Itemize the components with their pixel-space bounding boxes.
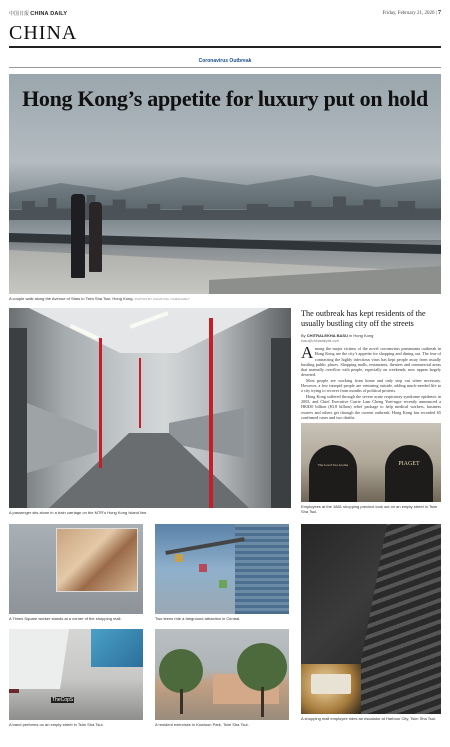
ride-seat xyxy=(175,554,183,562)
times-square-photo xyxy=(9,524,143,614)
park-tree-trunk xyxy=(180,689,183,714)
article-body xyxy=(301,343,441,420)
train-ceiling xyxy=(29,308,269,353)
park-photo xyxy=(155,629,289,720)
billboard xyxy=(56,528,138,592)
times-caption: A Times Square worker stands at a corner of the shopping mall. xyxy=(9,616,122,621)
mall-storefront xyxy=(385,445,433,502)
article-headline: The outbreak has kept residents of the usually bustling city off the streets xyxy=(301,309,426,328)
byline-email: basu@chinadailyhk.com xyxy=(301,339,339,343)
ride-frame xyxy=(165,537,244,555)
kicker-rule xyxy=(9,67,441,68)
train-seats-left xyxy=(27,403,97,473)
hero-person-man xyxy=(71,194,85,278)
train-pole xyxy=(209,318,213,508)
fairground-photo xyxy=(155,524,289,614)
train-caption: A passenger sits alone in a train carriage on the MTR’s Hong Kong Island line. xyxy=(9,510,148,515)
mall-employee xyxy=(301,524,310,558)
masthead-right: Friday, February 21, 2020 | 7 xyxy=(382,10,441,16)
byline-prefix: By xyxy=(301,333,306,338)
mall-sign: The Good Tea Aroma xyxy=(317,463,349,467)
train-pole xyxy=(139,358,141,428)
section-title: CHINA xyxy=(9,22,78,44)
byline-author: CHITRALEKHA BASU xyxy=(306,333,348,338)
ride-caption: Two teens ride a fairground attraction in Central. xyxy=(155,616,241,621)
article-paragraph: Most people are working from home and only step out when necessary. However, a few intrepid people are venturing outside, adding much-needed life to a city trying to recover from months of political protests. xyxy=(301,377,441,394)
hero-caption-text: A couple walk along the Avenue of Stars in Tsim Sha Tsui, Hong Kong. xyxy=(9,296,134,301)
park-resident xyxy=(155,629,160,647)
band-screen xyxy=(91,629,143,667)
times-worker xyxy=(9,524,17,552)
kicker: Coronavirus Outbreak xyxy=(198,58,252,64)
byline xyxy=(301,333,441,344)
headline: Hong Kong’s appetite for luxury put on hold xyxy=(22,86,428,111)
article-paragraph: Among the major victims of the novel coronavirus pneumonia outbreak in Hong Kong are the city’s appetite for shopping and dining out. The fear of contracting the highly infectious virus has kept people away from usually bustling public places. Shopping malls, restaurants, theaters and commercial areas that normally overflow with people, especially on weekends, now appear largely deserted. xyxy=(301,343,441,378)
ride-seat xyxy=(219,580,227,588)
hero-photo xyxy=(9,74,441,294)
mall-caption: Employees at the 1881 shopping precinct look out on an empty street in Tsim Sha Tsui. xyxy=(301,504,438,514)
escalator-steps xyxy=(351,524,441,714)
hero-caption xyxy=(9,296,441,302)
train-door-left xyxy=(9,328,27,508)
mall-sign: PIAGET xyxy=(398,461,420,467)
escalator-caption: A shopping mall employee rides an escalator at Harbour City, Tsim Sha Tsui. xyxy=(301,716,436,721)
mall-storefront xyxy=(309,445,357,502)
masthead-left xyxy=(9,10,67,17)
park-caption: A resident exercises in Kowloon Park, Tsim Sha Tsui. xyxy=(155,722,249,727)
hero-person-woman xyxy=(89,202,102,272)
train-pole xyxy=(99,338,102,468)
escalator-photo xyxy=(301,524,441,714)
masthead-title: CHINA DAILY xyxy=(30,11,68,17)
photo-credit: PHOTOS BY CALVIN NG / CHINA DAILY xyxy=(134,297,190,301)
park-tree xyxy=(237,643,287,691)
drop-cap: A xyxy=(301,343,314,362)
park-tree xyxy=(159,649,203,693)
article-paragraph: Hong Kong suffered through the severe acute respiratory syndrome epidemic in 2003, and Chief Executive Carrie Lam Cheng Yuet-ngor recently announced a HK$30 billion ($3.8 billion) relief package to help medical workers, business owners and others get through the current outbreak. Hong Kong has recorded 65 confirmed cases and two deaths. xyxy=(301,393,441,420)
band-caption: A band performs on an empty street in Tsim Sha Tsui. xyxy=(9,722,104,727)
band-backdrop xyxy=(9,629,69,689)
byline-location: in Hong Kong xyxy=(349,333,374,338)
train-photo xyxy=(9,308,291,508)
mall-photo xyxy=(301,423,441,502)
ride-seat xyxy=(199,564,207,572)
cafe-table xyxy=(311,674,351,694)
band-sign: TheCopS xyxy=(52,697,74,703)
band-member xyxy=(9,693,18,720)
page-number: 7 xyxy=(438,10,441,16)
masthead xyxy=(9,9,441,19)
park-tree-trunk xyxy=(261,687,264,717)
issue-date: Friday, February 21, 2020 xyxy=(382,11,435,16)
train-door-right xyxy=(271,338,291,508)
masthead-cn: 中国日报 xyxy=(9,12,30,17)
section-rule xyxy=(9,46,441,48)
band-photo xyxy=(9,629,143,720)
